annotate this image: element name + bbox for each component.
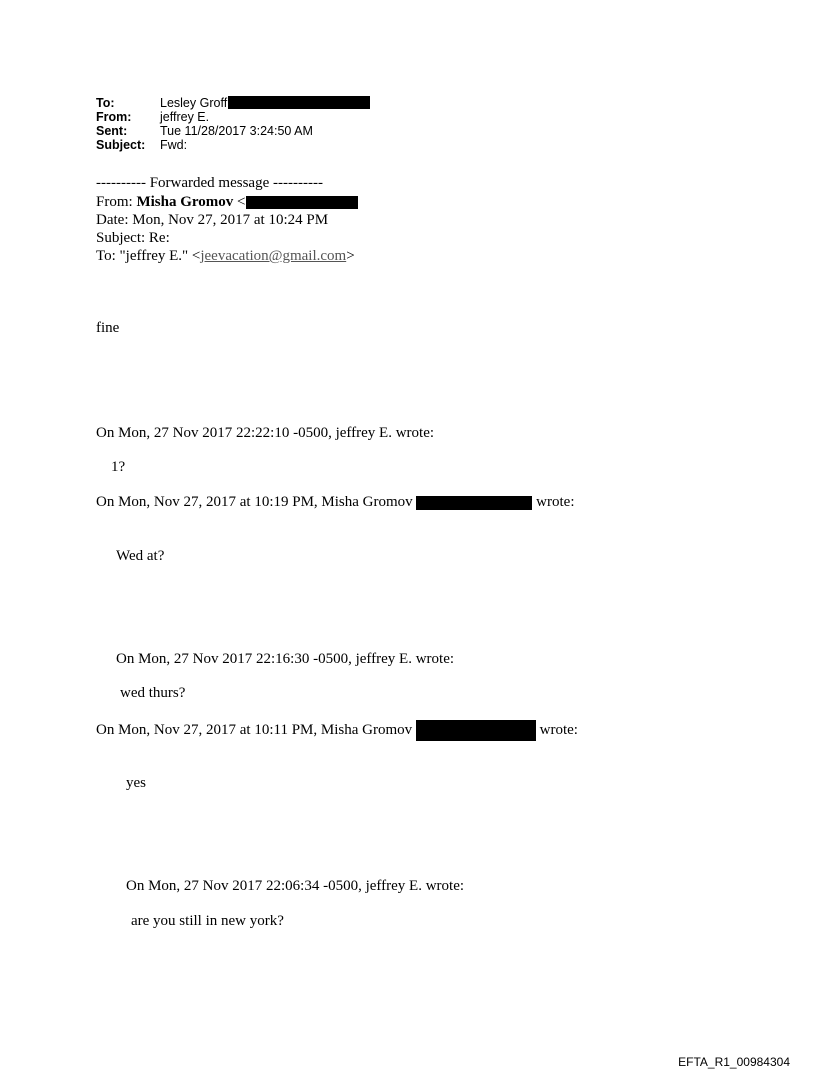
quote-header-4-suffix: wrote: — [535, 721, 578, 738]
forwarded-to-suffix: > — [346, 248, 355, 264]
forwarded-to-prefix: To: "jeffrey E." < — [96, 248, 201, 264]
redaction-box — [416, 720, 536, 741]
subject-label: Subject: — [96, 138, 146, 152]
quote-header-5: On Mon, 27 Nov 2017 22:06:34 -0500, jeffrey E. wrote: — [126, 878, 465, 894]
sent-value: Tue 11/28/2017 3:24:50 AM — [160, 124, 313, 138]
forwarded-to-email-link[interactable]: jeevacation@gmail.com — [200, 248, 347, 264]
forwarded-date: Date: Mon, Nov 27, 2017 at 10:24 PM — [96, 212, 329, 228]
forwarded-from-line — [96, 193, 358, 211]
header-sent-row — [96, 124, 370, 138]
header-subject-row — [96, 138, 370, 152]
from-value: jeffrey E. — [160, 110, 210, 124]
quote-header-2-suffix: wrote: — [532, 494, 575, 510]
quote-body-4: yes — [126, 775, 146, 791]
quote-header-4 — [96, 720, 578, 741]
quote-header-1: On Mon, 27 Nov 2017 22:22:10 -0500, jeffrey E. wrote: — [96, 425, 435, 441]
subject-value: Fwd: — [160, 138, 188, 152]
from-label: From: — [96, 110, 132, 124]
forwarded-from-lt: < — [233, 194, 246, 210]
forwarded-subject: Subject: Re: — [96, 230, 170, 246]
forwarded-from-name: Misha Gromov — [136, 194, 234, 210]
redaction-box — [416, 496, 532, 510]
forwarded-to-line — [96, 247, 355, 265]
forwarded-divider: ---------- Forwarded message ---------- — [96, 175, 323, 191]
header-to-row — [96, 96, 370, 110]
email-header — [96, 96, 370, 152]
redaction-box — [228, 96, 370, 109]
redaction-box — [246, 196, 358, 209]
quote-header-3: On Mon, 27 Nov 2017 22:16:30 -0500, jeffrey E. wrote: — [116, 651, 455, 667]
to-label: To: — [96, 96, 115, 110]
message-body: fine — [96, 320, 120, 336]
quote-body-3: wed thurs? — [120, 685, 186, 701]
quote-body-1: 1? — [111, 459, 126, 475]
sent-label: Sent: — [96, 124, 128, 138]
quote-header-4-text: On Mon, Nov 27, 2017 at 10:11 PM, Misha Gromov — [96, 721, 413, 738]
to-value: Lesley Groff — [160, 96, 228, 110]
quote-header-2 — [96, 493, 575, 511]
document-id: EFTA_R1_00984304 — [678, 1055, 790, 1069]
quote-header-2-text: On Mon, Nov 27, 2017 at 10:19 PM, Misha Gromov — [96, 494, 413, 510]
quote-body-2: Wed at? — [116, 548, 165, 564]
quote-body-5: are you still in new york? — [131, 913, 284, 929]
header-from-row — [96, 110, 370, 124]
forwarded-from-prefix: From: — [96, 194, 137, 210]
